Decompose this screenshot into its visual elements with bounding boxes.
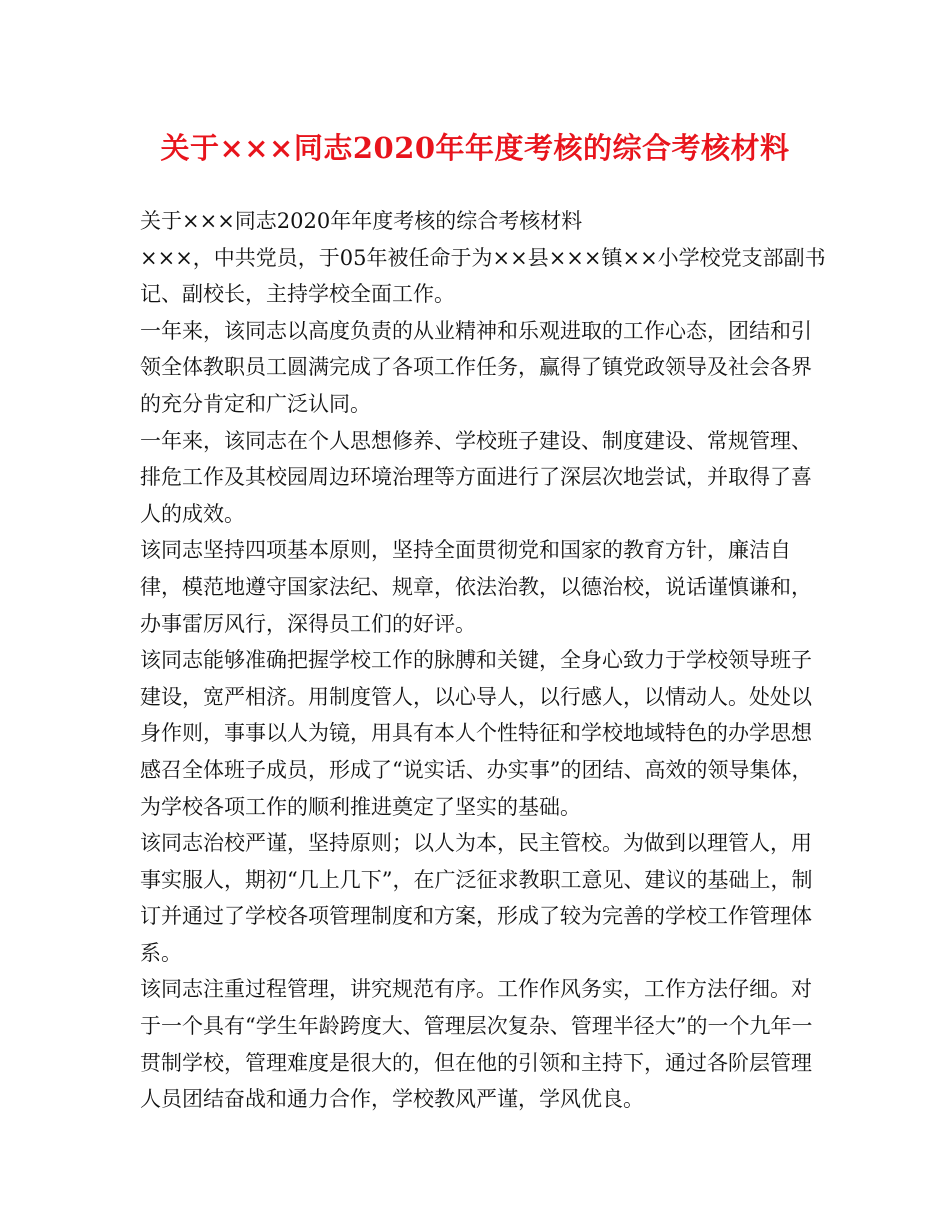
paragraph-overview: 一年来，该同志以高度负责的从业精神和乐观进取的工作心态，团结和引领全体教职员工圆满完成了各项工作任务，赢得了镇党政领导及社会各界的充分肯定和广泛认同。 <box>140 318 812 416</box>
paragraph-leadership: 该同志能够准确把握学校工作的脉膊和关键，全身心致力于学校领导班子建设，宽严相济。用制度管人，以心导人，以行感人，以情动人。处处以身作则，事事以人为镜，用具有本人个性特征和学校地域特色的办学思想感召全体班子成员，形成了“说实话、办实事”的团结、高效的领导集体，为学校各项工作的顺利推进奠定了坚实的基础。 <box>140 648 813 819</box>
paragraph-intro: ×××，中共党员，于05年被任命于为××县×××镇××小学校党支部副书记、副校长，主持学校全面工作。 <box>140 245 826 307</box>
document-body <box>140 203 830 1118</box>
paragraph-heading: 关于×××同志2020年年度考核的综合考核材料 <box>140 209 583 233</box>
paragraph-principles: 该同志坚持四项基本原则，坚持全面贯彻党和国家的教育方针，廉洁自律，模范地遵守国家法纪、规章，依法治教，以德治校，说话谨慎谦和，办事雷厉风行，深得员工们的好评。 <box>140 538 812 636</box>
paragraph-governance: 该同志治校严谨，坚持原则；以人为本，民主管校。为做到以理管人，用事实服人，期初“几上几下”，在广泛征求教职工意见、建议的基础上，制订并通过了学校各项管理制度和方案，形成了较为完善的学校工作管理体系。 <box>140 831 813 965</box>
paragraph-achievements: 一年来，该同志在个人思想修养、学校班子建设、制度建设、常规管理、排危工作及其校园周边环境治理等方面进行了深层次地尝试，并取得了喜人的成效。 <box>140 428 812 526</box>
paragraph-management: 该同志注重过程管理，讲究规范有序。工作作风务实，工作方法仔细。对于一个具有“学生年龄跨度大、管理层次复杂、管理半径大”的一个九年一贯制学校，管理难度是很大的，但在他的引领和主持下，通过各阶层管理人员团结奋战和通力合作，学校教风严谨，学风优良。 <box>140 977 813 1112</box>
document-title: 关于×××同志2020年年度考核的综合考核材料 <box>160 131 790 165</box>
